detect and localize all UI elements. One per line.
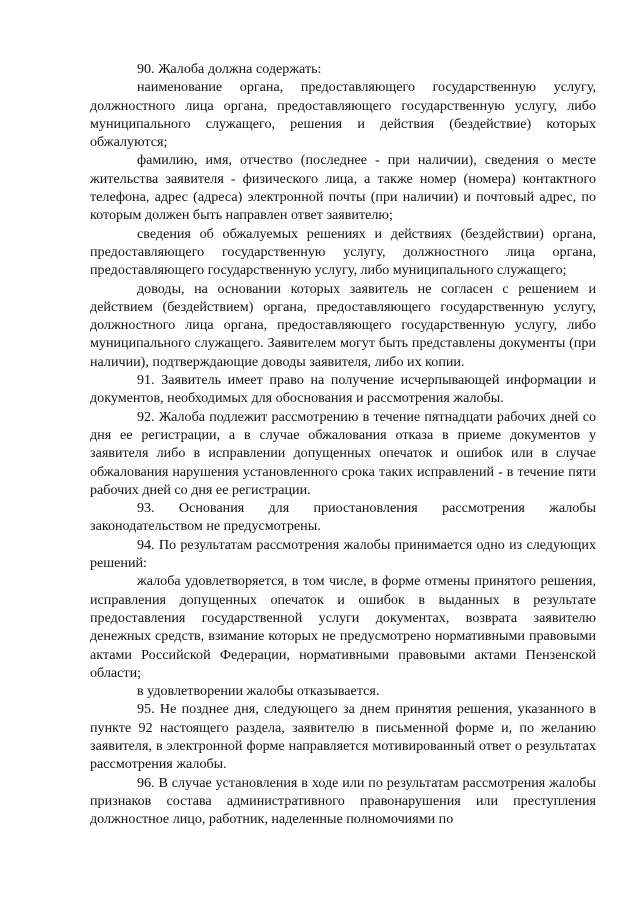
- paragraph-complaint-satisfied: жалоба удовлетворяется, в том числе, в форме отмены принятого решения, исправления допущенных опечаток и ошибок в выданных в результате предоставления государственной услуги документах, возврата заявителю денежных средств, взимание которых не предусмотрено нормативными правовыми актами Российской Федерации, нормативными правовыми актами Пензенской области;: [90, 573, 596, 681]
- paragraph-item-95: 95. Не позднее дня, следующего за днем принятия решения, указанного в пункте 92 настоящего раздела, заявителю в письменной форме и, по желанию заявителя, в электронной форме направляется мотивированный ответ о результатах рассмотрения жалобы.: [90, 701, 596, 773]
- paragraph-item-93: 93. Основания для приостановления рассмотрения жалобы законодательством не предусмотрены.: [90, 500, 596, 535]
- paragraph-item-96: 96. В случае установления в ходе или по результатам рассмотрения жалобы признаков состава административного правонарушения или преступления должностное лицо, работник, наделенные полномочиями по: [90, 774, 596, 828]
- paragraph-complaint-arguments: доводы, на основании которых заявитель не согласен с решением и действием (бездействием) органа, предоставляющего государственную услугу, должностного лица органа, предоставляющего государственную услугу, либо муниципального служащего. Заявителем могут быть представлены документы (при наличии), подтверждающие доводы заявителя, либо их копии.: [90, 280, 596, 370]
- document-page: [90, 60, 596, 828]
- paragraph-complaint-applicant-info: фамилию, имя, отчество (последнее - при наличии), сведения о месте жительства заявителя - физического лица, а также номер (номера) контактного телефона, адрес (адреса) электронной почты (при наличии) и почтовый адрес, по которым должен быть направлен ответ заявителю;: [90, 152, 596, 224]
- paragraph-complaint-organ-name: наименование органа, предоставляющего государственную услугу, должностного лица органа, предоставляющего государственную услугу, либо муниципального служащего, решения и действия (бездействие) которых обжалуются;: [90, 79, 596, 151]
- paragraph-item-92: 92. Жалоба подлежит рассмотрению в течение пятнадцати рабочих дней со дня ее регистрации, а в случае обжалования отказа в приеме документов у заявителя либо в исправлении допущенных опечаток и ошибок или в случае обжалования нарушения установленного срока таких исправлений - в течение пяти рабочих дней со дня ее регистрации.: [90, 408, 596, 498]
- paragraph-complaint-decisions-info: сведения об обжалуемых решениях и действиях (бездействии) органа, предоставляющего государственную услугу, должностного лица органа, предоставляющего государственную услугу, либо муниципального служащего;: [90, 225, 596, 279]
- paragraph-complaint-rejected: в удовлетворении жалобы отказывается.: [137, 683, 380, 700]
- paragraph-item-91: 91. Заявитель имеет право на получение исчерпывающей информации и документов, необходимых для обоснования и рассмотрения жалобы.: [90, 372, 596, 407]
- paragraph-item-94: 94. По результатам рассмотрения жалобы принимается одно из следующих решений:: [90, 536, 596, 572]
- paragraph-item-90-heading: 90. Жалоба должна содержать:: [137, 61, 322, 77]
